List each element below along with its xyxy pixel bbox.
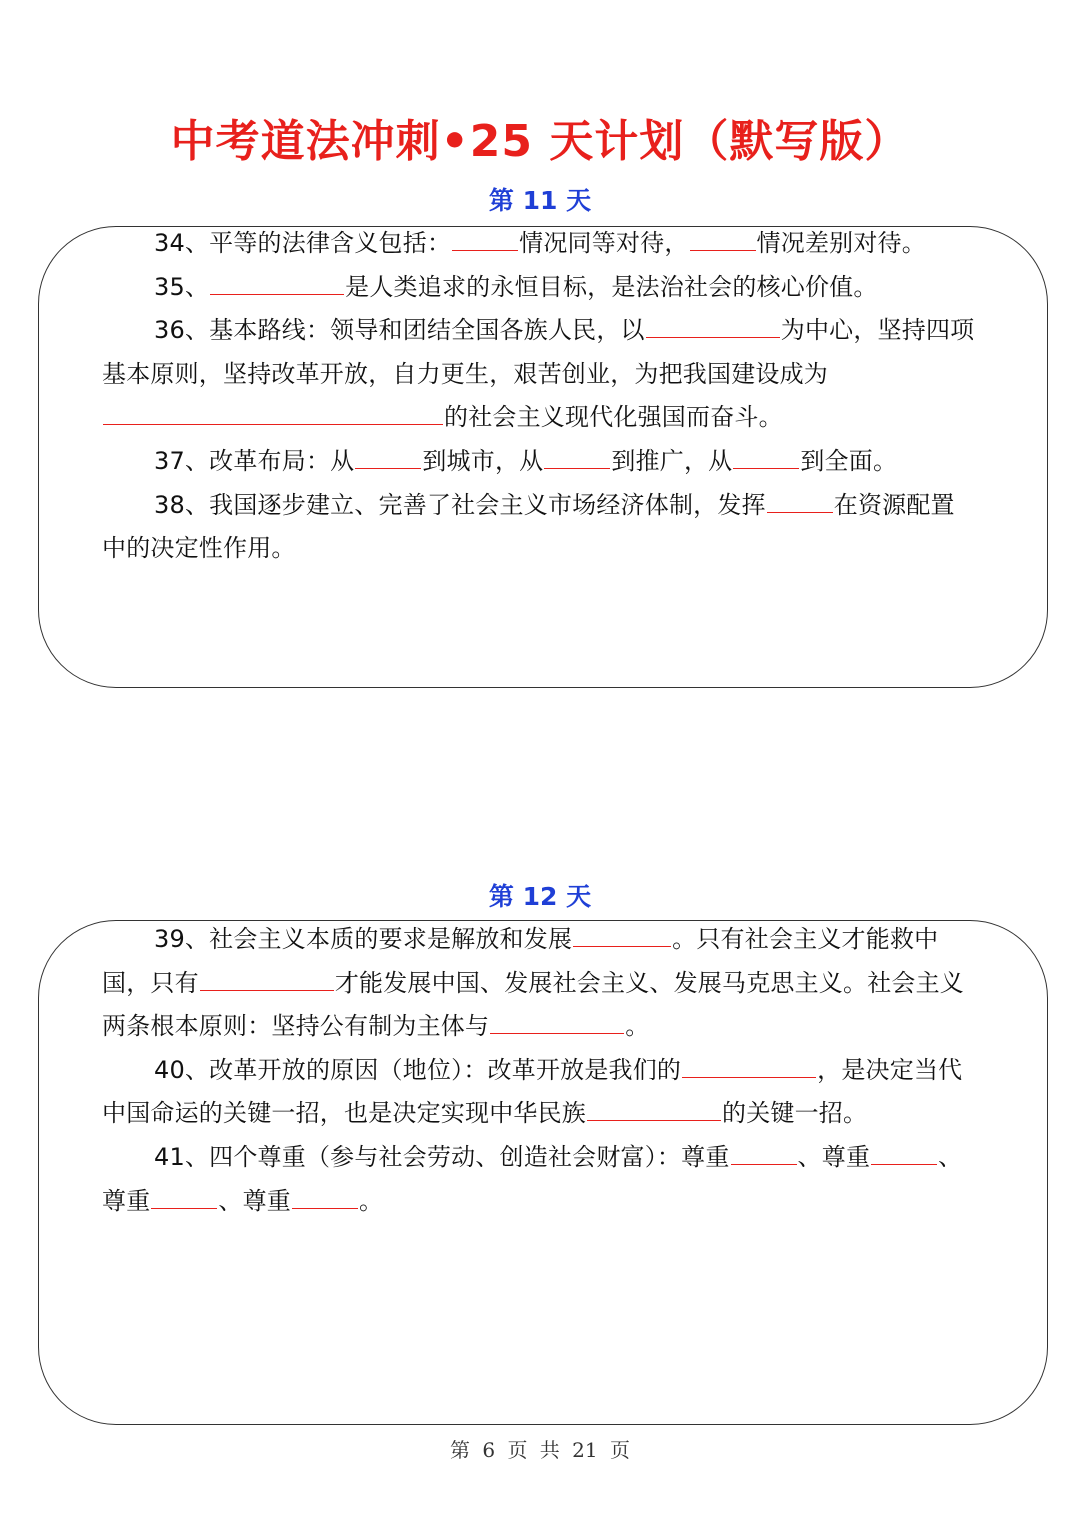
fill-blank[interactable] (690, 222, 756, 251)
fill-blank[interactable] (292, 1180, 358, 1209)
question-38: 38、我国逐步建立、完善了社会主义市场经济体制，发挥 在资源配置中的决定性作用。 (102, 484, 978, 571)
question-36: 36、基本路线：领导和团结全国各族人民，以 为中心，坚持四项基本原则，坚持改革开放，自力更生，艰苦创业，为把我国建设成为的社会主义现代化强国而奋斗。 (102, 309, 978, 440)
question-39: 39、社会主义本质的要求是解放和发展 。只有社会主义才能救中国，只有 才能发展中国、发展社会主义、发展马克思主义。社会主义两条根本原则：坚持公有制为主体与 。 (102, 918, 978, 1049)
fill-blank[interactable] (490, 1005, 624, 1034)
fill-blank[interactable] (200, 962, 334, 991)
fill-blank[interactable] (587, 1092, 721, 1121)
fill-blank[interactable] (871, 1136, 937, 1165)
fill-blank[interactable] (210, 266, 344, 295)
fill-blank[interactable] (646, 309, 780, 338)
question-35: 35、 是人类追求的永恒目标，是法治社会的核心价值。 (102, 266, 978, 310)
question-41: 41、四个尊重（参与社会劳动、创造社会财富）：尊重 、尊重 、尊重 、尊重 。 (102, 1136, 978, 1223)
fill-blank[interactable] (151, 1180, 217, 1209)
day-11-heading: 第 11 天 (488, 186, 592, 215)
day-12-heading: 第 12 天 (488, 882, 592, 911)
fill-blank[interactable] (733, 440, 799, 469)
fill-blank[interactable] (682, 1049, 816, 1078)
fill-blank[interactable] (731, 1136, 797, 1165)
day-11-content (102, 222, 978, 571)
question-40: 40、改革开放的原因（地位）：改革开放是我们的 ，是决定当代中国命运的关键一招，也是决定实现中华民族 的关键一招。 (102, 1049, 978, 1136)
fill-blank[interactable] (452, 222, 518, 251)
day-12-content (102, 918, 978, 1223)
question-34: 34、平等的法律含义包括： 情况同等对待， 情况差别对待。 (102, 222, 978, 266)
fill-blank[interactable] (103, 396, 443, 425)
fill-blank[interactable] (355, 440, 421, 469)
fill-blank[interactable] (573, 918, 671, 947)
fill-blank[interactable] (767, 484, 833, 513)
question-37: 37、改革布局：从 到城市，从 到推广，从 到全面。 (102, 440, 978, 484)
document-title: 中考道法冲刺•25 天计划（默写版） (170, 116, 910, 167)
fill-blank[interactable] (544, 440, 610, 469)
page-footer: 第 6 页 共 21 页 (450, 1438, 630, 1462)
